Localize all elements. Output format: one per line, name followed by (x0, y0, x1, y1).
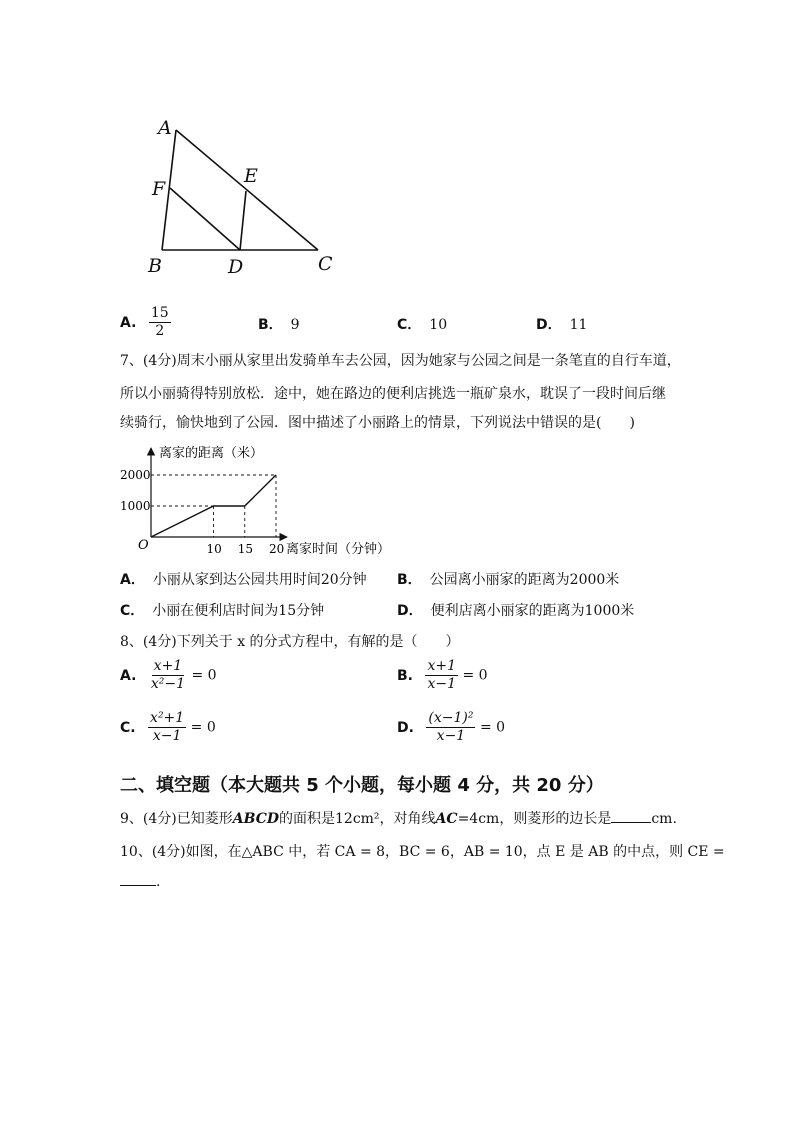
equation-rhs: = 0 (462, 667, 488, 684)
equation-rhs: = 0 (191, 667, 217, 684)
fraction-denominator: x²−1 (150, 676, 186, 692)
fraction-denominator: x−1 (427, 676, 456, 692)
fraction-denominator: 2 (155, 323, 165, 339)
segment-AC (176, 130, 318, 250)
q9-abcd: ABCD (232, 811, 279, 827)
option-label: C. (120, 719, 136, 736)
y-tick-label: 1000 (120, 499, 151, 513)
origin-label: O (138, 538, 149, 553)
fraction (426, 710, 475, 745)
fraction-denominator: x−1 (152, 728, 182, 744)
option-text: 便利店离小丽家的距离为1000米 (430, 603, 635, 619)
equation-rhs: = 0 (190, 719, 216, 736)
label-A: A (158, 117, 172, 139)
option-label: A. (120, 314, 137, 331)
option-label: A. (120, 667, 137, 684)
fraction-numerator: (x−1)² (428, 710, 474, 726)
segment-ED (240, 191, 246, 250)
q8-stem: 8、(4分)下列关于 x 的分式方程中，有解的是（ ） (120, 634, 460, 650)
q9-part: 的面积是12cm²，对角线 (279, 811, 436, 827)
equation-rhs: = 0 (479, 719, 506, 736)
triangle-figure (140, 110, 350, 280)
q8-option-d[interactable] (397, 710, 505, 745)
q9-part: 9、(4分)已知菱形 (120, 811, 233, 827)
q7-line-3: 续骑行，愉快地到了公园．图中描述了小丽路上的情景，下列说法中错误的是( ) (120, 415, 635, 431)
q7-line-1: 7、(4分)周末小丽从家里出发骑单车去公园，因为她家与公园之间是一条笔直的自行车道， (120, 353, 681, 369)
fraction-numerator: 15 (150, 305, 169, 321)
q9-text (120, 809, 677, 829)
option-label: B. (397, 667, 413, 684)
q9-part: =4cm，则菱形的边长是 (457, 811, 612, 827)
fraction-denominator: x−1 (436, 728, 466, 744)
q7-option-c[interactable] (120, 601, 324, 621)
fraction-numerator: x²+1 (150, 710, 185, 726)
fraction (148, 710, 186, 745)
label-F: F (152, 178, 166, 200)
x-tick-label: 15 (237, 542, 254, 556)
fraction (425, 658, 458, 693)
q6-option-d[interactable] (536, 315, 587, 335)
option-text: 公园离小丽家的距离为2000米 (429, 572, 620, 588)
fraction-15-2 (149, 305, 171, 340)
option-label: D． (536, 317, 562, 333)
q8-option-b[interactable] (397, 658, 488, 693)
option-label: A． (120, 572, 145, 588)
q7-option-a[interactable] (120, 570, 367, 590)
option-text: 小丽在便利店时间为15分钟 (152, 603, 325, 619)
q7-option-b[interactable] (397, 570, 619, 590)
q9-answer-blank[interactable] (611, 822, 651, 823)
fraction-numerator: x+1 (153, 658, 183, 674)
x-tick-label: 10 (206, 542, 222, 556)
q9-part: cm. (651, 811, 677, 827)
q8-option-c[interactable] (120, 710, 216, 745)
option-label: C． (120, 603, 145, 619)
fraction (149, 658, 187, 693)
fraction-numerator: x+1 (427, 658, 456, 674)
label-B: B (148, 255, 162, 277)
q7-option-d[interactable] (397, 601, 634, 621)
q10-line-end: . (156, 874, 161, 890)
option-label: D. (397, 719, 414, 736)
distance-time-chart (115, 440, 405, 565)
label-C: C (318, 253, 333, 275)
q10-line-2 (120, 872, 160, 892)
x-axis-label: 离家时间（分钟） (286, 542, 391, 557)
option-label: D． (397, 603, 423, 619)
option-value: 10 (429, 317, 448, 333)
label-D: D (228, 256, 244, 278)
y-axis-label: 离家的距离（米） (159, 446, 264, 461)
option-label: B． (397, 572, 422, 588)
option-value: 9 (290, 317, 300, 333)
q8-option-a[interactable] (120, 658, 217, 693)
section-heading: 二、填空题（本大题共 5 个小题，每小题 4 分，共 20 分） (120, 775, 604, 796)
option-label: C． (397, 317, 422, 333)
option-label: B． (258, 317, 283, 333)
q10-answer-blank[interactable] (120, 873, 156, 886)
option-value: 11 (569, 317, 588, 333)
x-tick-label: 20 (269, 542, 285, 556)
q7-line-2: 所以小丽骑得特别放松．途中，她在路边的便利店挑选一瓶矿泉水，耽误了一段时间后继 (120, 386, 666, 402)
label-E: E (244, 165, 258, 187)
y-tick-label: 2000 (120, 468, 151, 482)
q9-ac: AC (435, 811, 458, 827)
q10-line-1: 10、(4分)如图，在△ABC 中，若 CA = 8，BC = 6，AB = 10，点 E 是 AB 的中点，则 CE = (120, 844, 725, 860)
q6-option-b[interactable] (258, 315, 300, 335)
option-text: 小丽从家到达公园共用时间20分钟 (152, 572, 367, 588)
segment-FD (170, 188, 240, 250)
q6-option-a[interactable] (120, 305, 171, 340)
q6-option-c[interactable] (397, 315, 447, 335)
